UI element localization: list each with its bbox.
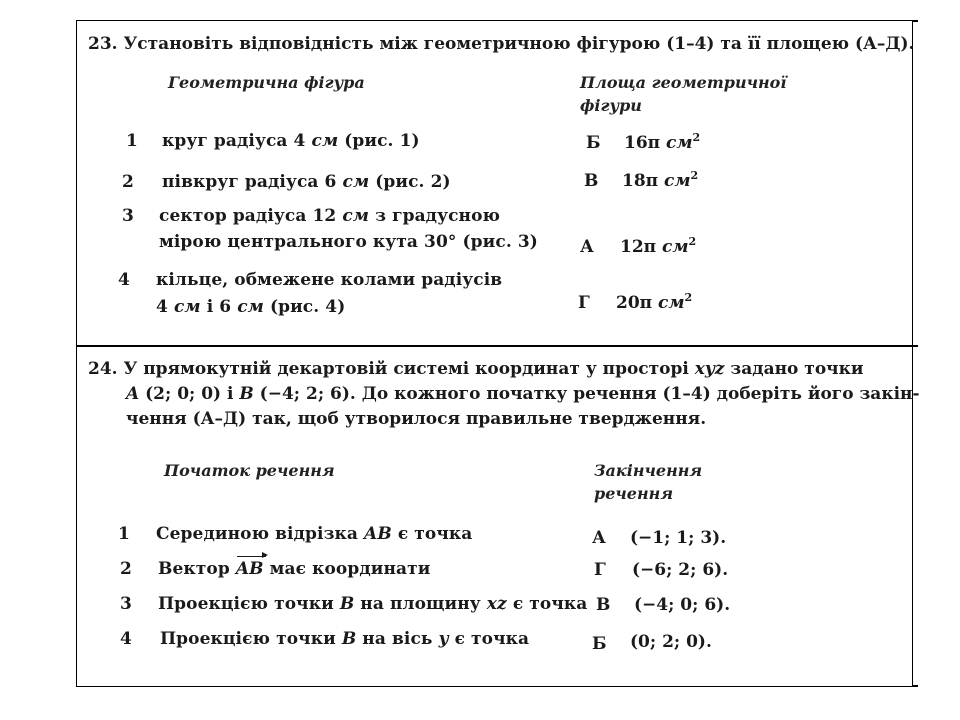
q23-row-2-letter: В [584,171,599,191]
q23-row-4-text-line2: 4 см і 6 см (рис. 4) [156,297,346,317]
q24-line-1: 24. У прямокутній декартовій системі координат у просторі xyz задано точки [88,359,864,379]
q23-row-3-letter: А [580,237,594,257]
q24-row-1-text: Серединою відрізка AB є точка [156,524,473,544]
q24-row-4-number: 4 [120,629,132,649]
q23-row-1-value: 16π $см^2$ [624,131,701,153]
q23-right-header-line1: Площа геометричної [580,73,787,92]
q23-row-1-letter: Б [586,133,601,153]
q23-row-3-text-line1: сектор радіуса 12 см з градусною [159,206,501,226]
q23-row-4-letter: Г [578,293,590,313]
q24-row-2-number: 2 [120,559,132,579]
q23-row-2-number: 2 [122,172,134,192]
q24-line-2: A (2; 0; 0) і B (−4; 2; 6). До кожного початку речення (1–4) доберіть його закін- [126,384,920,404]
q23-row-1-number: 1 [126,131,138,151]
q24-row-3-number: 3 [120,594,132,614]
q24-number: 24. [88,359,118,379]
q24-line-3: чення (А–Д) так, щоб утворилося правильне твердження. [126,409,707,429]
q24-row-1-value: (−1; 1; 3). [630,528,727,548]
q23-right-header-line2: фігури [580,96,642,115]
q23-question: Установіть відповідність між геометричною фігурою (1–4) та її площею (А–Д). [123,34,915,54]
q23-row-3-text-line2: мірою центрального кута 30° (рис. 3) [159,232,538,252]
q24-row-3-value: (−4; 0; 6). [634,595,731,615]
q23-left-header: Геометрична фігура [168,73,365,92]
frame-edge-bottom [912,685,918,687]
q23-row-2-value: 18π $см^2$ [622,169,699,191]
q24-row-3-text: Проекцією точки B на площину xz є точка [158,594,588,614]
q24-row-4-text: Проекцією точки B на вісь y є точка [160,629,530,649]
q23-number: 23. [88,34,118,54]
q23-row-3-value: 12π $см^2$ [620,235,697,257]
q24-row-4-letter: Б [592,634,607,654]
q24-row-4-value: (0; 2; 0). [630,632,712,652]
q23-row-4-value: 20π $см^2$ [616,291,693,313]
vector-ab: AB [235,559,264,579]
q23-row-1-text: круг радіуса 4 см (рис. 1) [162,131,420,151]
q24-left-header: Початок речення [164,461,335,480]
q24-row-3-letter: В [596,595,611,615]
frame-edge-top [912,20,918,22]
q24-right-header-line1: Закінчення [594,461,703,480]
q23-row-3-number: 3 [122,206,134,226]
q24-row-2-letter: Г [594,560,606,580]
q24-row-1-letter: А [592,528,606,548]
frame-edge-middle [912,345,918,347]
q24-row-2-text: Вектор AB має координати [158,559,431,579]
q23-row-4-number: 4 [118,270,130,290]
q23-row-4-text-line1: кільце, обмежене колами радіусів [156,270,503,290]
q23-row-2-text: півкруг радіуса 6 см (рис. 2) [162,172,451,192]
q24-right-header-line2: речення [594,484,674,503]
q24-row-2-value: (−6; 2; 6). [632,560,729,580]
q24-row-1-number: 1 [118,524,130,544]
q23-heading [88,34,914,54]
